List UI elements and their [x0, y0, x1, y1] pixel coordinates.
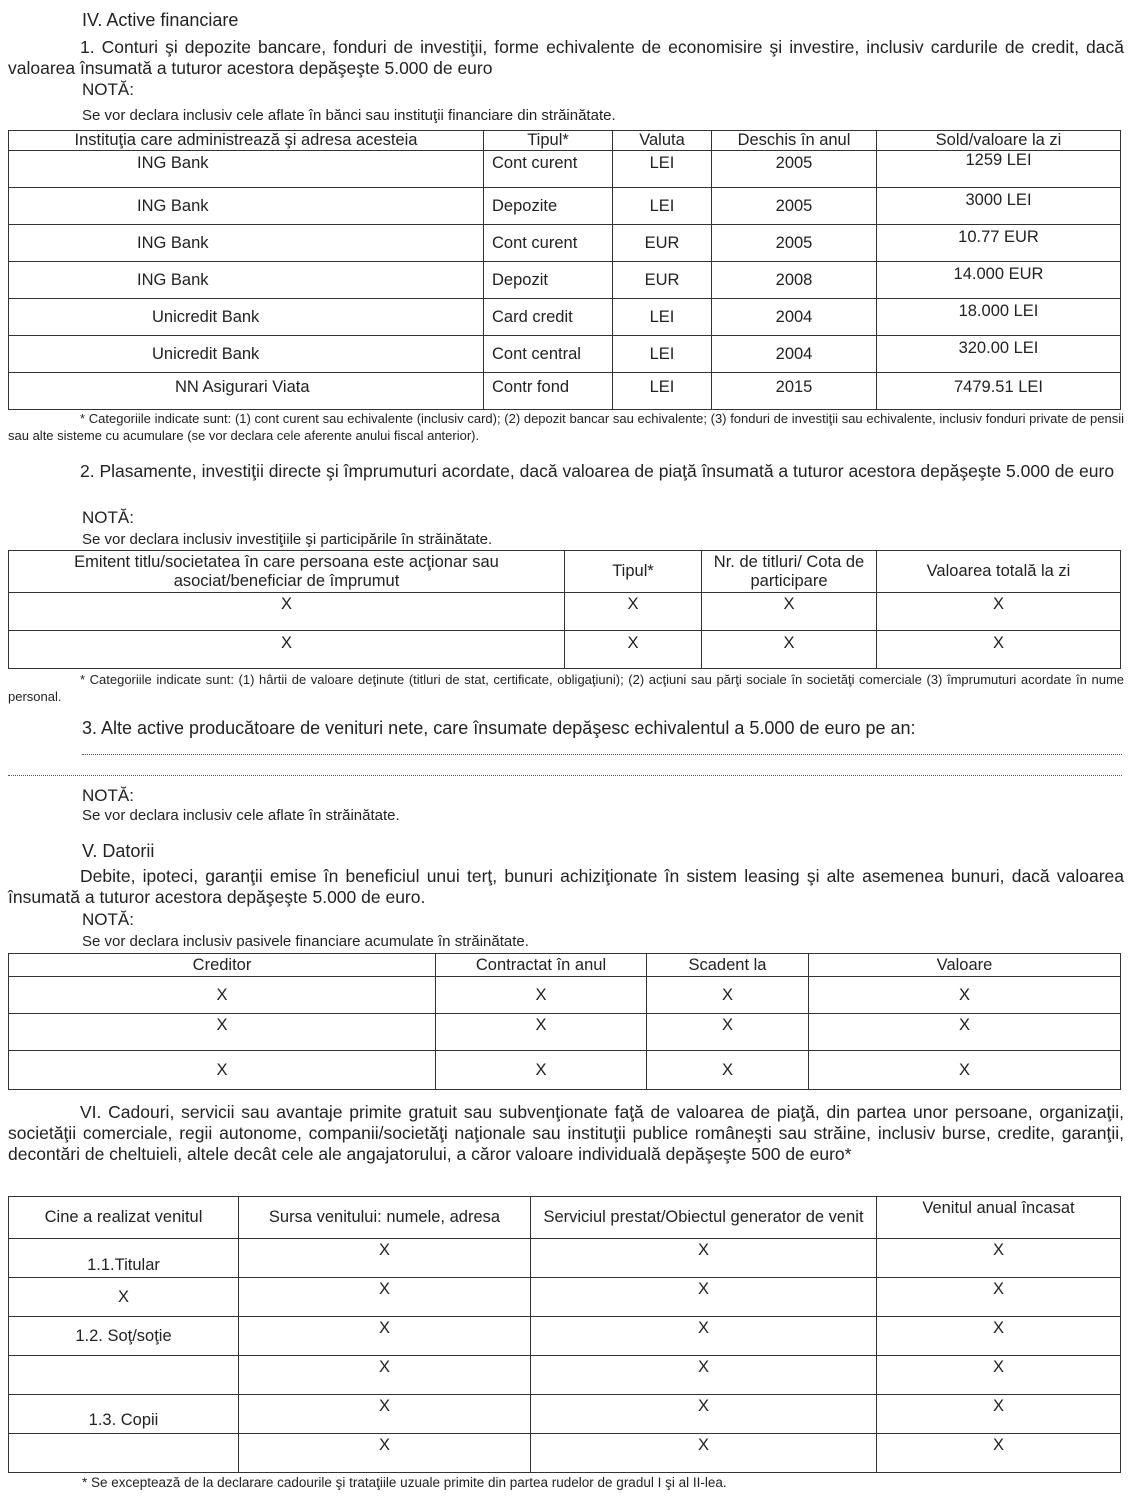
- table-row: [9, 1317, 1121, 1356]
- contract-year-cell: X: [436, 1014, 647, 1051]
- table-row: [9, 151, 1121, 188]
- col-header: Serviciul prestat/Obiectul generator de venit: [531, 1197, 877, 1239]
- section-v-heading: V. Datorii: [82, 841, 155, 861]
- table-row: [9, 1434, 1121, 1473]
- type-cell: X: [565, 631, 702, 669]
- note-3-title: NOTĂ:: [82, 786, 134, 805]
- dotted-line: [82, 754, 1122, 755]
- table-header-row: [9, 551, 1121, 593]
- due-cell: X: [647, 1014, 809, 1051]
- table-row: [9, 1239, 1121, 1278]
- earner-cell: 1.1.Titular: [9, 1239, 239, 1278]
- year-cell: 2015: [712, 373, 877, 410]
- institution-cell: ING Bank: [9, 225, 484, 262]
- col-header: Tipul*: [484, 131, 613, 151]
- table-row: [9, 1014, 1121, 1051]
- table-row: [9, 225, 1121, 262]
- section-v-text: [8, 866, 1124, 908]
- table-row: [9, 1051, 1121, 1090]
- note-2-text: Se vor declara inclusiv investiţiile şi participările în străinătate.: [82, 531, 493, 548]
- footnote-1: [8, 410, 1124, 444]
- section-vi-label: VI. Cadouri, servicii sau avantaje primite gratuit sau subvenţionate faţă de valoarea de piaţă, din partea unor persoane, organizaţii, societăţii comerciale, regii autonome, companii/societăţi naţionale sau instituţii publice româneşti sau străine, inclusiv burse, credite, garanţii, decontări de cheltuieli, altele decât cele ale angajatorului, a căror valoare individuală depăşeşte 500 de euro*: [8, 1102, 1124, 1164]
- earner-cell: [9, 1356, 239, 1395]
- note-2-title: NOTĂ:: [82, 508, 134, 527]
- col-header: Contractat în anul: [436, 954, 647, 977]
- note-v-title: NOTĂ:: [82, 910, 134, 929]
- footnote-1-text: * Categoriile indicate sunt: (1) cont curent sau echivalente (inclusiv card); (2) depozit bancar sau echivalente; (3) fonduri de investiţii sau echivalente, inclusiv fonduri private de pensii sau alte sisteme cu acumulare (se vor declara cele aferente anului fiscal anterior).: [8, 411, 1124, 443]
- type-cell: Card credit: [484, 299, 613, 336]
- value-cell: X: [877, 593, 1121, 631]
- income-cell: X: [877, 1278, 1121, 1317]
- table-row: [9, 593, 1121, 631]
- currency-cell: EUR: [613, 262, 712, 299]
- currency-cell: LEI: [613, 299, 712, 336]
- table-row: [9, 299, 1121, 336]
- source-cell: X: [239, 1317, 531, 1356]
- col-header: Instituţia care administrează şi adresa acesteia: [9, 131, 484, 151]
- col-header: Nr. de titluri/ Cota de participare: [702, 551, 877, 593]
- investments-table: [8, 550, 1121, 669]
- section-iv-heading: IV. Active financiare: [82, 10, 239, 30]
- item-2-text: [8, 461, 1124, 482]
- institution-cell: ING Bank: [9, 188, 484, 225]
- value-cell: X: [877, 631, 1121, 669]
- service-cell: X: [531, 1239, 877, 1278]
- balance-cell: 18.000 LEI: [877, 299, 1121, 336]
- source-cell: X: [239, 1278, 531, 1317]
- table-row: [9, 188, 1121, 225]
- table-row: [9, 336, 1121, 373]
- debts-table: [8, 953, 1121, 1090]
- col-header: Sold/valoare la zi: [877, 131, 1121, 151]
- earner-cell: [9, 1434, 239, 1473]
- issuer-cell: X: [9, 593, 565, 631]
- institution-cell: ING Bank: [9, 262, 484, 299]
- table-header-row: [9, 954, 1121, 977]
- institution-cell: ING Bank: [9, 151, 484, 188]
- balance-cell: 320.00 LEI: [877, 336, 1121, 373]
- service-cell: X: [531, 1317, 877, 1356]
- currency-cell: LEI: [613, 151, 712, 188]
- col-header: Scadent la: [647, 954, 809, 977]
- table-row: [9, 977, 1121, 1014]
- section-vi-text: [8, 1102, 1124, 1165]
- contract-year-cell: X: [436, 977, 647, 1014]
- currency-cell: EUR: [613, 225, 712, 262]
- income-cell: X: [877, 1356, 1121, 1395]
- source-cell: X: [239, 1434, 531, 1473]
- type-cell: Cont curent: [484, 151, 613, 188]
- table-row: [9, 1395, 1121, 1434]
- income-cell: X: [877, 1395, 1121, 1434]
- item-1-text: [8, 37, 1124, 79]
- institution-cell: NN Asigurari Viata: [9, 373, 484, 410]
- creditor-cell: X: [9, 1051, 436, 1090]
- table-header-row: [9, 1197, 1121, 1239]
- note-v-text: Se vor declara inclusiv pasivele financiare acumulate în străinătate.: [82, 933, 529, 950]
- col-header: Tipul*: [565, 551, 702, 593]
- due-cell: X: [647, 1051, 809, 1090]
- amount-cell: X: [809, 977, 1121, 1014]
- source-cell: X: [239, 1356, 531, 1395]
- type-cell: Contr fond: [484, 373, 613, 410]
- item-1-label: 1. Conturi şi depozite bancare, fonduri de investiţii, forme echivalente de economisire şi investire, inclusiv cardurile de credit, dacă valoarea însumată a tuturor acestora depăşeşte 5.000 de euro: [8, 37, 1124, 78]
- amount-cell: X: [809, 1014, 1121, 1051]
- issuer-cell: X: [9, 631, 565, 669]
- income-cell: X: [877, 1434, 1121, 1473]
- table-row: [9, 373, 1121, 410]
- table-row: [9, 262, 1121, 299]
- footnote-6: * Se exceptează de la declarare cadourile şi trataţiile uzuale primite din partea rudelor de gradul I şi al II-lea.: [82, 1475, 727, 1490]
- source-cell: X: [239, 1395, 531, 1434]
- table-header-row: [9, 131, 1121, 151]
- shares-cell: X: [702, 593, 877, 631]
- col-header: Sursa venitului: numele, adresa: [239, 1197, 531, 1239]
- earner-cell: 1.2. Soţ/soţie: [9, 1317, 239, 1356]
- service-cell: X: [531, 1434, 877, 1473]
- col-header: Valoare: [809, 954, 1121, 977]
- shares-cell: X: [702, 631, 877, 669]
- earner-cell: 1.3. Copii: [9, 1395, 239, 1434]
- section-v-label: Debite, ipoteci, garanţii emise în beneficiul unui terţ, bunuri achiziţionate în sistem leasing şi alte asemenea bunuri, dacă valoarea însumată a tuturor acestora depăşeşte 5.000 de euro.: [8, 866, 1124, 907]
- balance-cell: 7479.51 LEI: [877, 373, 1121, 410]
- col-header: Emitent titlu/societatea în care persoana este acţionar sau asociat/beneficiar de împrumut: [9, 551, 565, 593]
- balance-cell: 10.77 EUR: [877, 225, 1121, 262]
- due-cell: X: [647, 977, 809, 1014]
- accounts-table: [8, 130, 1121, 410]
- col-header: Valoarea totală la zi: [877, 551, 1121, 593]
- table-row: [9, 1356, 1121, 1395]
- year-cell: 2004: [712, 336, 877, 373]
- income-cell: X: [877, 1239, 1121, 1278]
- col-header: Deschis în anul: [712, 131, 877, 151]
- currency-cell: LEI: [613, 188, 712, 225]
- year-cell: 2005: [712, 188, 877, 225]
- table-row: [9, 631, 1121, 669]
- service-cell: X: [531, 1356, 877, 1395]
- balance-cell: 3000 LEI: [877, 188, 1121, 225]
- year-cell: 2004: [712, 299, 877, 336]
- earner-cell: X: [9, 1278, 239, 1317]
- col-header: Venitul anual încasat: [877, 1197, 1121, 1239]
- service-cell: X: [531, 1278, 877, 1317]
- note-1-title: NOTĂ:: [82, 80, 134, 99]
- service-cell: X: [531, 1395, 877, 1434]
- gifts-table: [8, 1196, 1121, 1473]
- dotted-line: [8, 775, 1122, 776]
- type-cell: Cont curent: [484, 225, 613, 262]
- year-cell: 2005: [712, 151, 877, 188]
- col-header: Valuta: [613, 131, 712, 151]
- contract-year-cell: X: [436, 1051, 647, 1090]
- currency-cell: LEI: [613, 373, 712, 410]
- amount-cell: X: [809, 1051, 1121, 1090]
- year-cell: 2008: [712, 262, 877, 299]
- source-cell: X: [239, 1239, 531, 1278]
- item-3-text: 3. Alte active producătoare de venituri nete, care însumate depăşesc echivalentul a 5.000 de euro pe an:: [82, 718, 916, 738]
- type-cell: X: [565, 593, 702, 631]
- institution-cell: Unicredit Bank: [9, 299, 484, 336]
- type-cell: Depozite: [484, 188, 613, 225]
- currency-cell: LEI: [613, 336, 712, 373]
- balance-cell: 14.000 EUR: [877, 262, 1121, 299]
- type-cell: Cont central: [484, 336, 613, 373]
- creditor-cell: X: [9, 977, 436, 1014]
- type-cell: Depozit: [484, 262, 613, 299]
- col-header: Cine a realizat venitul: [9, 1197, 239, 1239]
- year-cell: 2005: [712, 225, 877, 262]
- table-row: [9, 1278, 1121, 1317]
- creditor-cell: X: [9, 1014, 436, 1051]
- note-1-text: Se vor declara inclusiv cele aflate în bănci sau instituţii financiare din străinătate.: [82, 107, 616, 124]
- item-2-label: 2. Plasamente, investiţii directe şi împrumuturi acordate, dacă valoarea de piaţă însumată a tuturor acestora depăşeşte 5.000 de euro: [80, 461, 1115, 481]
- footnote-2-text: * Categoriile indicate sunt: (1) hârtii de valoare deţinute (titluri de stat, certificate, obligaţiuni); (2) acţiuni sau părţi sociale în societăţi comerciale (3) împrumuturi acordate în nume personal.: [8, 672, 1124, 704]
- income-cell: X: [877, 1317, 1121, 1356]
- note-3-text: Se vor declara inclusiv cele aflate în străinătate.: [82, 807, 400, 824]
- col-header: Creditor: [9, 954, 436, 977]
- footnote-2: [8, 671, 1124, 705]
- balance-cell: 1259 LEI: [877, 151, 1121, 188]
- institution-cell: Unicredit Bank: [9, 336, 484, 373]
